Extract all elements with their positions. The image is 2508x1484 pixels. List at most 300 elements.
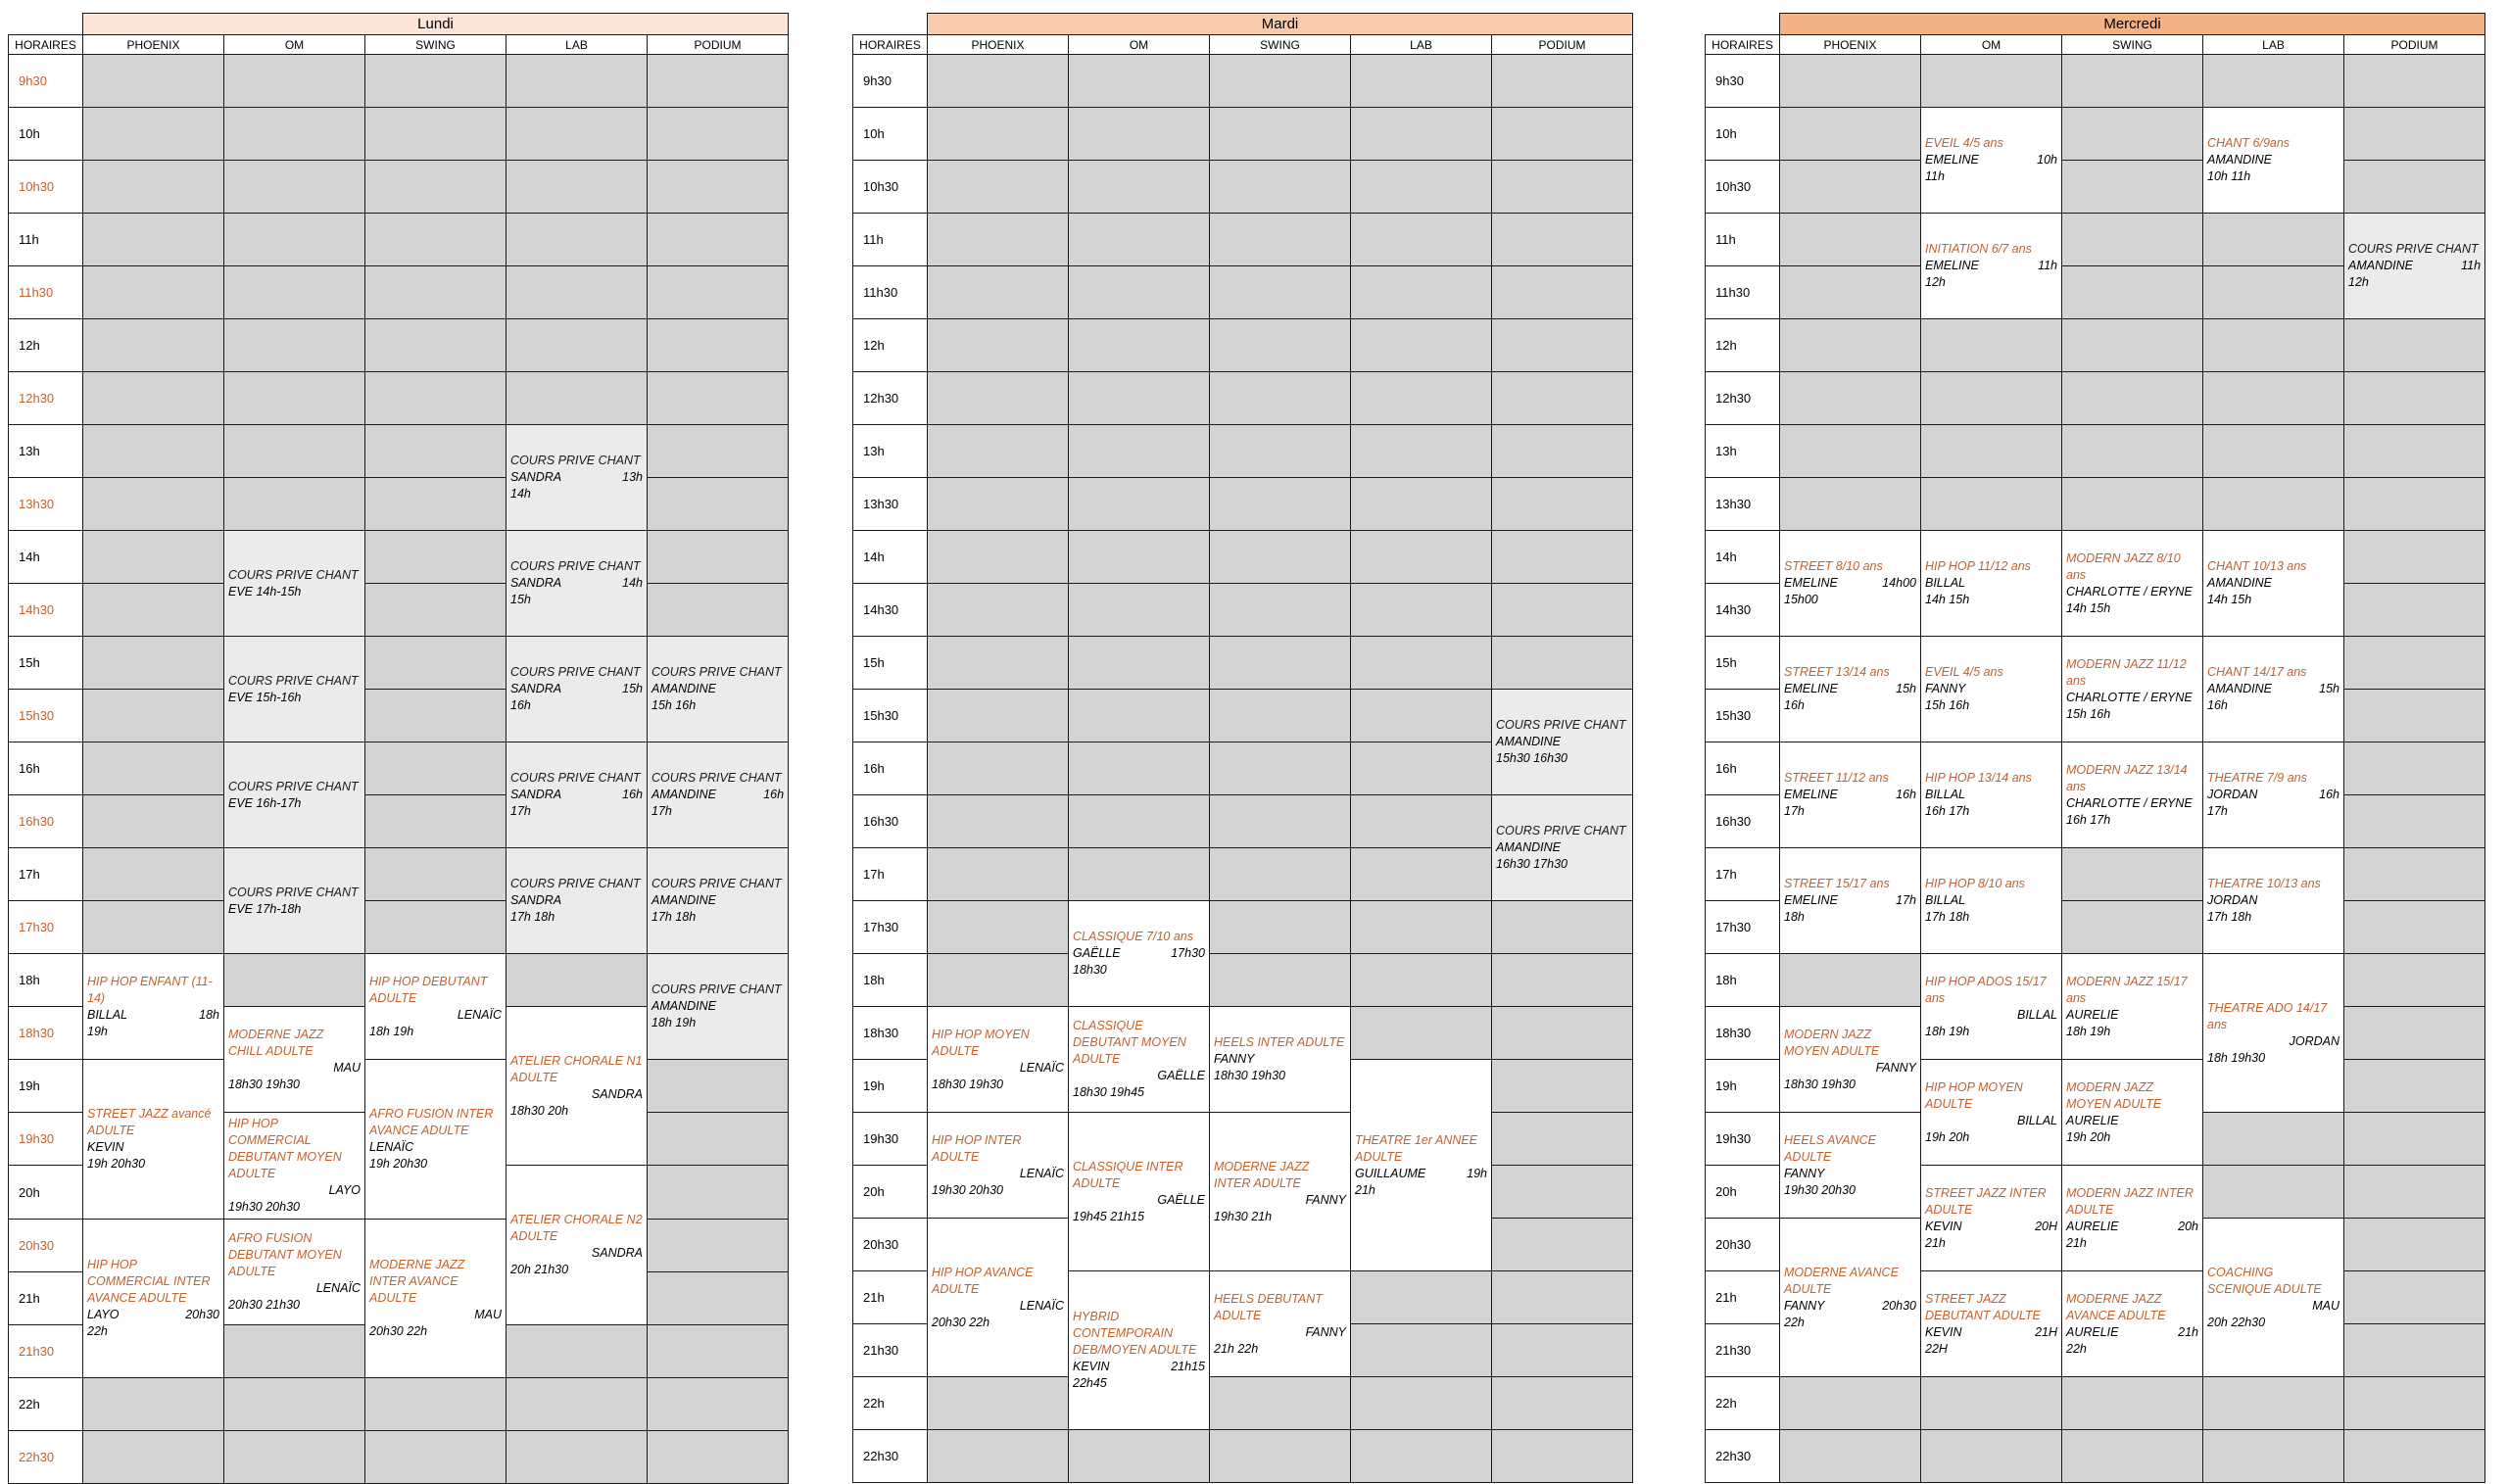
class-title: COURS PRIVE CHANT: [510, 877, 641, 890]
empty-slot: [2203, 319, 2344, 372]
empty-slot: [83, 1378, 224, 1431]
start-time: LENAÏC: [1019, 1298, 1064, 1313]
empty-slot: [2344, 531, 2485, 584]
empty-slot: [2344, 848, 2485, 901]
empty-slot: [928, 319, 1069, 372]
start-time: 10h: [2037, 153, 2057, 167]
class-slot[interactable]: [365, 954, 506, 1060]
class-title: MODERN JAZZ INTER ADULTE: [2066, 1185, 2194, 1217]
class-title: HIP HOP 8/10 ans: [1925, 877, 2025, 890]
teacher-name: EMELINE: [1925, 259, 1979, 272]
class-slot[interactable]: [1921, 214, 2062, 319]
teacher-name: JORDAN: [2207, 893, 2258, 907]
empty-slot: [2344, 742, 2485, 795]
private-lesson-slot[interactable]: [224, 848, 365, 954]
teacher-name: BILLAL: [1925, 576, 1966, 590]
teacher-line: [651, 787, 784, 803]
teacher-name: GUILLAUME: [1355, 1166, 1426, 1180]
empty-slot: [648, 214, 789, 266]
teacher-name: CHARLOTTE / ERYNE: [2066, 795, 2193, 810]
empty-slot: [2203, 478, 2344, 531]
class-slot[interactable]: [1780, 742, 1921, 848]
class-slot[interactable]: [1069, 1113, 1210, 1271]
class-time: 22h: [1784, 1315, 1805, 1329]
private-lesson-slot[interactable]: [506, 637, 648, 742]
class-title: STREET 13/14 ans: [1784, 665, 1890, 679]
teacher-line: [2066, 795, 2198, 812]
room-header-lab: LAB: [2203, 35, 2344, 55]
room-header-om: OM: [1921, 35, 2062, 55]
class-time: 15h 16h: [651, 698, 697, 712]
empty-slot: [506, 55, 648, 108]
time-slot-label: 17h: [1706, 848, 1780, 901]
empty-slot: [365, 55, 506, 108]
time-slot-label: 11h30: [853, 266, 928, 319]
empty-slot: [648, 1378, 789, 1431]
teacher-line: [1355, 1166, 1487, 1182]
class-time: 17h 18h: [1925, 910, 1970, 924]
class-slot[interactable]: [1780, 1219, 1921, 1377]
class-title: HIP HOP COMMERCIAL DEBUTANT MOYEN ADULTE: [228, 1117, 342, 1180]
empty-slot: [928, 954, 1069, 1007]
start-time: 16h: [2319, 788, 2339, 801]
empty-slot: [224, 425, 365, 478]
class-slot[interactable]: [928, 1219, 1069, 1377]
start-time: 21h15: [1171, 1360, 1205, 1373]
class-slot[interactable]: [1210, 1007, 1351, 1113]
class-time: 18h 19h: [1925, 1024, 1970, 1038]
empty-slot: [1492, 954, 1633, 1007]
empty-slot: [1492, 1219, 1633, 1271]
teacher-name: EMELINE: [1784, 576, 1838, 590]
class-time: 17h: [2207, 804, 2228, 818]
class-slot[interactable]: [2062, 954, 2203, 1060]
time-slot-label: 15h30: [853, 690, 928, 742]
class-slot[interactable]: [2203, 531, 2344, 637]
class-slot[interactable]: [1921, 954, 2062, 1060]
empty-slot: [2344, 161, 2485, 214]
time-slot-label: 19h: [1706, 1060, 1780, 1113]
time-slot-label: 17h30: [853, 901, 928, 954]
empty-slot: [1780, 319, 1921, 372]
start-time: 11h: [2461, 259, 2482, 272]
class-time: 16h: [1784, 698, 1805, 712]
class-time: 21h 22h: [1214, 1341, 1259, 1356]
room-header-om: OM: [224, 35, 365, 55]
class-time: 19h: [87, 1024, 108, 1038]
empty-slot: [2203, 1377, 2344, 1430]
time-slot-label: 12h: [9, 319, 83, 372]
teacher-line: [87, 1307, 219, 1323]
empty-slot: [2344, 637, 2485, 690]
empty-slot: [1492, 425, 1633, 478]
empty-slot: [648, 584, 789, 637]
teacher-name: GAËLLE: [1073, 946, 1121, 960]
empty-slot: [1210, 319, 1351, 372]
class-slot[interactable]: [224, 1113, 365, 1220]
teacher-name: EMELINE: [1784, 788, 1838, 801]
class-slot[interactable]: [1210, 1271, 1351, 1377]
private-lesson-slot[interactable]: [1492, 795, 1633, 901]
empty-slot: [2344, 1007, 2485, 1060]
class-slot[interactable]: [1069, 901, 1210, 1007]
class-time: 19h45 21h15: [1073, 1209, 1144, 1223]
room-header-om: OM: [1069, 35, 1210, 55]
empty-slot: [1921, 478, 2062, 531]
time-slot-label: 19h: [9, 1060, 83, 1113]
empty-slot: [1351, 1377, 1492, 1430]
empty-slot: [648, 1431, 789, 1484]
empty-slot: [83, 584, 224, 637]
teacher-name: AURELIE: [2066, 1007, 2119, 1022]
class-time: 18h: [1784, 910, 1805, 924]
teacher-name: CHARLOTTE / ERYNE: [2066, 584, 2193, 598]
class-title: MODERNE JAZZ INTER AVANCE ADULTE: [369, 1258, 465, 1305]
time-slot-label: 21h30: [9, 1325, 83, 1378]
start-time: 15h: [1896, 682, 1916, 695]
class-time: 20h30 21h30: [228, 1298, 300, 1312]
time-slot-label: 15h30: [1706, 690, 1780, 742]
teacher-name: BILLAL: [87, 1007, 128, 1022]
class-slot[interactable]: [2062, 531, 2203, 637]
teacher-name: AMANDINE: [2207, 682, 2272, 695]
empty-slot: [2344, 319, 2485, 372]
empty-slot: [2344, 1324, 2485, 1377]
teacher-line: [510, 1245, 643, 1262]
empty-slot: [83, 372, 224, 425]
class-slot[interactable]: [2203, 637, 2344, 742]
class-slot[interactable]: [2062, 1271, 2203, 1377]
class-time: 18h30 19h45: [1073, 1085, 1144, 1099]
empty-slot: [365, 161, 506, 214]
class-slot[interactable]: [83, 1060, 224, 1220]
start-time: SANDRA: [591, 1246, 643, 1260]
class-slot[interactable]: [224, 1220, 365, 1325]
empty-slot: [83, 848, 224, 901]
teacher-name: SANDRA: [510, 788, 562, 801]
empty-slot: [2062, 214, 2203, 266]
empty-slot: [1351, 584, 1492, 637]
empty-slot: [1210, 531, 1351, 584]
empty-slot: [1210, 55, 1351, 108]
empty-slot: [506, 161, 648, 214]
teacher-line: [510, 1086, 643, 1103]
teacher-name: AMANDINE: [1496, 735, 1561, 748]
empty-slot: [83, 531, 224, 584]
teacher-line: [2066, 584, 2198, 600]
start-time: 21h: [2178, 1324, 2198, 1339]
class-slot[interactable]: [365, 1060, 506, 1220]
empty-slot: [1351, 742, 1492, 795]
teacher-name: AMANDINE: [651, 788, 716, 801]
time-slot-label: 20h30: [9, 1220, 83, 1272]
time-slot-label: 22h30: [1706, 1430, 1780, 1483]
class-slot[interactable]: [2062, 1060, 2203, 1166]
teacher-line: [1784, 892, 1916, 909]
empty-slot: [224, 266, 365, 319]
empty-slot: [1492, 1007, 1633, 1060]
time-slot-label: 16h30: [853, 795, 928, 848]
class-title: MODERNE JAZZ AVANCE ADULTE: [2066, 1291, 2166, 1322]
empty-slot: [224, 1378, 365, 1431]
class-slot[interactable]: [2203, 954, 2344, 1113]
class-slot[interactable]: [1921, 1060, 2062, 1166]
private-lesson-slot[interactable]: [224, 742, 365, 848]
empty-slot: [1351, 848, 1492, 901]
empty-slot: [2344, 55, 2485, 108]
class-slot[interactable]: [2062, 637, 2203, 742]
class-time: 10h 11h: [2207, 169, 2251, 183]
class-title: COACHING SCENIQUE ADULTE: [2207, 1265, 2322, 1296]
class-title: COURS PRIVE CHANT: [651, 665, 782, 679]
class-time: 14h 15h: [1925, 593, 1970, 606]
empty-slot: [1210, 214, 1351, 266]
class-slot[interactable]: [1921, 108, 2062, 214]
empty-slot: [1351, 55, 1492, 108]
time-slot-label: 10h: [853, 108, 928, 161]
class-time: 15h 16h: [2066, 706, 2111, 721]
empty-slot: [506, 108, 648, 161]
time-slot-label: 18h30: [1706, 1007, 1780, 1060]
class-time: 17h: [651, 804, 672, 818]
teacher-name: LENAÏC: [369, 1140, 414, 1154]
empty-slot: [2344, 1271, 2485, 1324]
time-slot-label: 19h30: [9, 1113, 83, 1166]
time-slot-label: 20h30: [1706, 1219, 1780, 1271]
class-time: EVE 15h-16h: [228, 690, 302, 704]
empty-slot: [648, 425, 789, 478]
empty-slot: [1210, 108, 1351, 161]
time-slot-label: 13h: [853, 425, 928, 478]
class-slot[interactable]: [224, 1007, 365, 1113]
start-time: 16h: [622, 788, 643, 801]
start-time: LENAÏC: [315, 1281, 361, 1295]
class-slot[interactable]: [506, 1007, 648, 1166]
class-slot[interactable]: [1351, 1060, 1492, 1271]
room-header-lab: LAB: [1351, 35, 1492, 55]
empty-slot: [1069, 584, 1210, 637]
empty-slot: [2203, 214, 2344, 266]
empty-slot: [2062, 372, 2203, 425]
time-slot-label: 21h: [853, 1271, 928, 1324]
teacher-line: [2066, 1324, 2198, 1341]
class-slot[interactable]: [1780, 1007, 1921, 1113]
empty-slot: [83, 108, 224, 161]
empty-slot: [2344, 1219, 2485, 1271]
class-slot[interactable]: [83, 954, 224, 1060]
time-slot-label: 17h: [853, 848, 928, 901]
empty-slot: [506, 1431, 648, 1484]
class-slot[interactable]: [1921, 1271, 2062, 1377]
class-title: HIP HOP ADOS 15/17 ans: [1925, 974, 2047, 1005]
class-time: 17h: [510, 804, 531, 818]
class-slot[interactable]: [928, 1113, 1069, 1219]
empty-slot: [1210, 478, 1351, 531]
empty-slot: [1780, 266, 1921, 319]
start-time: MAU: [474, 1308, 502, 1321]
teacher-line: [2348, 258, 2481, 274]
class-title: COURS PRIVE CHANT: [228, 885, 359, 899]
teacher-name: AMANDINE: [651, 682, 716, 695]
time-slot-label: 11h30: [9, 266, 83, 319]
time-slot-label: 18h30: [853, 1007, 928, 1060]
private-lesson-slot[interactable]: [648, 637, 789, 742]
empty-slot: [1210, 425, 1351, 478]
private-lesson-slot[interactable]: [506, 531, 648, 637]
class-slot[interactable]: [1921, 531, 2062, 637]
teacher-line: [2066, 1219, 2198, 1235]
class-slot[interactable]: [1069, 1271, 1210, 1430]
class-time: 20h 22h30: [2207, 1315, 2266, 1329]
class-time: 18h30 20h: [510, 1103, 569, 1118]
time-slot-label: 14h30: [853, 584, 928, 637]
class-slot[interactable]: [1921, 742, 2062, 848]
private-lesson-slot[interactable]: [506, 848, 648, 954]
empty-slot: [1921, 1377, 2062, 1430]
teacher-name: AURELIE: [2066, 1113, 2119, 1127]
class-slot[interactable]: [1780, 531, 1921, 637]
class-slot[interactable]: [1210, 1113, 1351, 1271]
time-slot-label: 18h: [1706, 954, 1780, 1007]
class-title: HIP HOP MOYEN ADULTE: [1925, 1079, 2023, 1111]
empty-slot: [928, 690, 1069, 742]
time-slot-label: 17h30: [9, 901, 83, 954]
empty-slot: [928, 901, 1069, 954]
empty-slot: [1780, 372, 1921, 425]
private-lesson-slot[interactable]: [2344, 214, 2485, 319]
empty-slot: [928, 531, 1069, 584]
class-title: CLASSIQUE INTER ADULTE: [1073, 1159, 1183, 1190]
teacher-line: [2207, 787, 2339, 803]
empty-slot: [1351, 425, 1492, 478]
empty-slot: [1921, 55, 2062, 108]
empty-slot: [648, 108, 789, 161]
class-slot[interactable]: [2203, 1219, 2344, 1377]
class-time: 20h30 22h: [932, 1315, 990, 1329]
empty-slot: [83, 1431, 224, 1484]
empty-slot: [1351, 901, 1492, 954]
teacher-line: [1073, 1359, 1205, 1375]
time-slot-label: 22h: [1706, 1377, 1780, 1430]
teacher-name: AMANDINE: [1496, 840, 1561, 854]
teacher-name: CHARLOTTE / ERYNE: [2066, 690, 2193, 704]
empty-slot: [2344, 1430, 2485, 1483]
empty-slot: [83, 795, 224, 848]
class-slot[interactable]: [1069, 1007, 1210, 1113]
teacher-line: [1784, 1166, 1916, 1182]
class-slot[interactable]: [2203, 108, 2344, 214]
room-header-phoenix: PHOENIX: [1780, 35, 1921, 55]
empty-slot: [1492, 108, 1633, 161]
class-title: HIP HOP 11/12 ans: [1925, 559, 2031, 573]
class-title: COURS PRIVE CHANT: [510, 454, 641, 467]
class-time: 18h30 19h30: [1214, 1069, 1285, 1082]
empty-slot: [2344, 954, 2485, 1007]
teacher-line: [2066, 1007, 2198, 1024]
empty-slot: [1351, 372, 1492, 425]
class-slot[interactable]: [1780, 637, 1921, 742]
private-lesson-slot[interactable]: [648, 848, 789, 954]
empty-slot: [648, 319, 789, 372]
private-lesson-slot[interactable]: [506, 425, 648, 531]
class-slot[interactable]: [1921, 637, 2062, 742]
empty-slot: [1780, 55, 1921, 108]
teacher-name: AMANDINE: [651, 893, 716, 907]
class-slot[interactable]: [1780, 1113, 1921, 1219]
class-title: HIP HOP ENFANT (11-14): [87, 974, 213, 1005]
teacher-name: KEVIN: [1925, 1219, 1962, 1233]
class-slot[interactable]: [1921, 1166, 2062, 1271]
time-slot-label: 14h: [9, 531, 83, 584]
teacher-line: [2207, 1033, 2339, 1050]
teacher-line: [510, 892, 643, 909]
time-slot-label: 22h: [9, 1378, 83, 1431]
class-time: 18h30 19h30: [228, 1077, 300, 1091]
class-slot[interactable]: [2062, 742, 2203, 848]
class-title: AFRO FUSION INTER AVANCE ADULTE: [369, 1107, 494, 1137]
empty-slot: [506, 266, 648, 319]
class-time: 19h30 21h: [1214, 1209, 1273, 1223]
class-time: 19h30 20h30: [932, 1182, 1003, 1197]
empty-slot: [1351, 478, 1492, 531]
empty-slot: [83, 637, 224, 690]
private-lesson-slot[interactable]: [224, 531, 365, 637]
empty-slot: [1492, 901, 1633, 954]
class-slot[interactable]: [1780, 848, 1921, 954]
class-title: HEELS AVANCE ADULTE: [1784, 1132, 1877, 1164]
empty-slot: [1210, 742, 1351, 795]
empty-slot: [648, 1220, 789, 1272]
class-slot[interactable]: [2203, 742, 2344, 848]
time-slot-label: 22h: [853, 1377, 928, 1430]
start-time: JORDAN: [2289, 1033, 2339, 1048]
class-slot[interactable]: [83, 1220, 224, 1378]
class-slot[interactable]: [928, 1007, 1069, 1113]
class-title: MODERN JAZZ MOYEN ADULTE: [1784, 1027, 1880, 1058]
private-lesson-slot[interactable]: [224, 637, 365, 742]
class-title: MODERN JAZZ MOYEN ADULTE: [2066, 1079, 2162, 1111]
day-title: Mardi: [928, 14, 1633, 35]
private-lesson-slot[interactable]: [1492, 690, 1633, 795]
room-header-phoenix: PHOENIX: [928, 35, 1069, 55]
empty-slot: [1492, 1166, 1633, 1219]
empty-slot: [83, 690, 224, 742]
teacher-line: [2207, 892, 2339, 909]
teacher-line: [2207, 1298, 2339, 1315]
empty-slot: [224, 478, 365, 531]
teacher-line: [1925, 787, 2057, 803]
teacher-name: AMANDINE: [2207, 153, 2272, 167]
class-slot[interactable]: [2062, 1166, 2203, 1271]
class-time: 17h 18h: [510, 910, 555, 924]
class-slot[interactable]: [1921, 848, 2062, 954]
private-lesson-slot[interactable]: [648, 742, 789, 848]
class-slot[interactable]: [365, 1220, 506, 1378]
teacher-name: BILLAL: [1925, 788, 1966, 801]
class-title: HEELS INTER ADULTE: [1214, 1035, 1345, 1049]
private-lesson-slot[interactable]: [506, 742, 648, 848]
time-slot-label: 16h: [1706, 742, 1780, 795]
class-slot[interactable]: [2203, 848, 2344, 954]
time-slot-label: 19h30: [1706, 1113, 1780, 1166]
class-title: CLASSIQUE 7/10 ans: [1073, 930, 1193, 943]
empty-slot: [2062, 55, 2203, 108]
class-slot[interactable]: [506, 1166, 648, 1325]
empty-slot: [224, 1325, 365, 1378]
private-lesson-slot[interactable]: [648, 954, 789, 1060]
empty-slot: [1210, 637, 1351, 690]
empty-slot: [365, 637, 506, 690]
